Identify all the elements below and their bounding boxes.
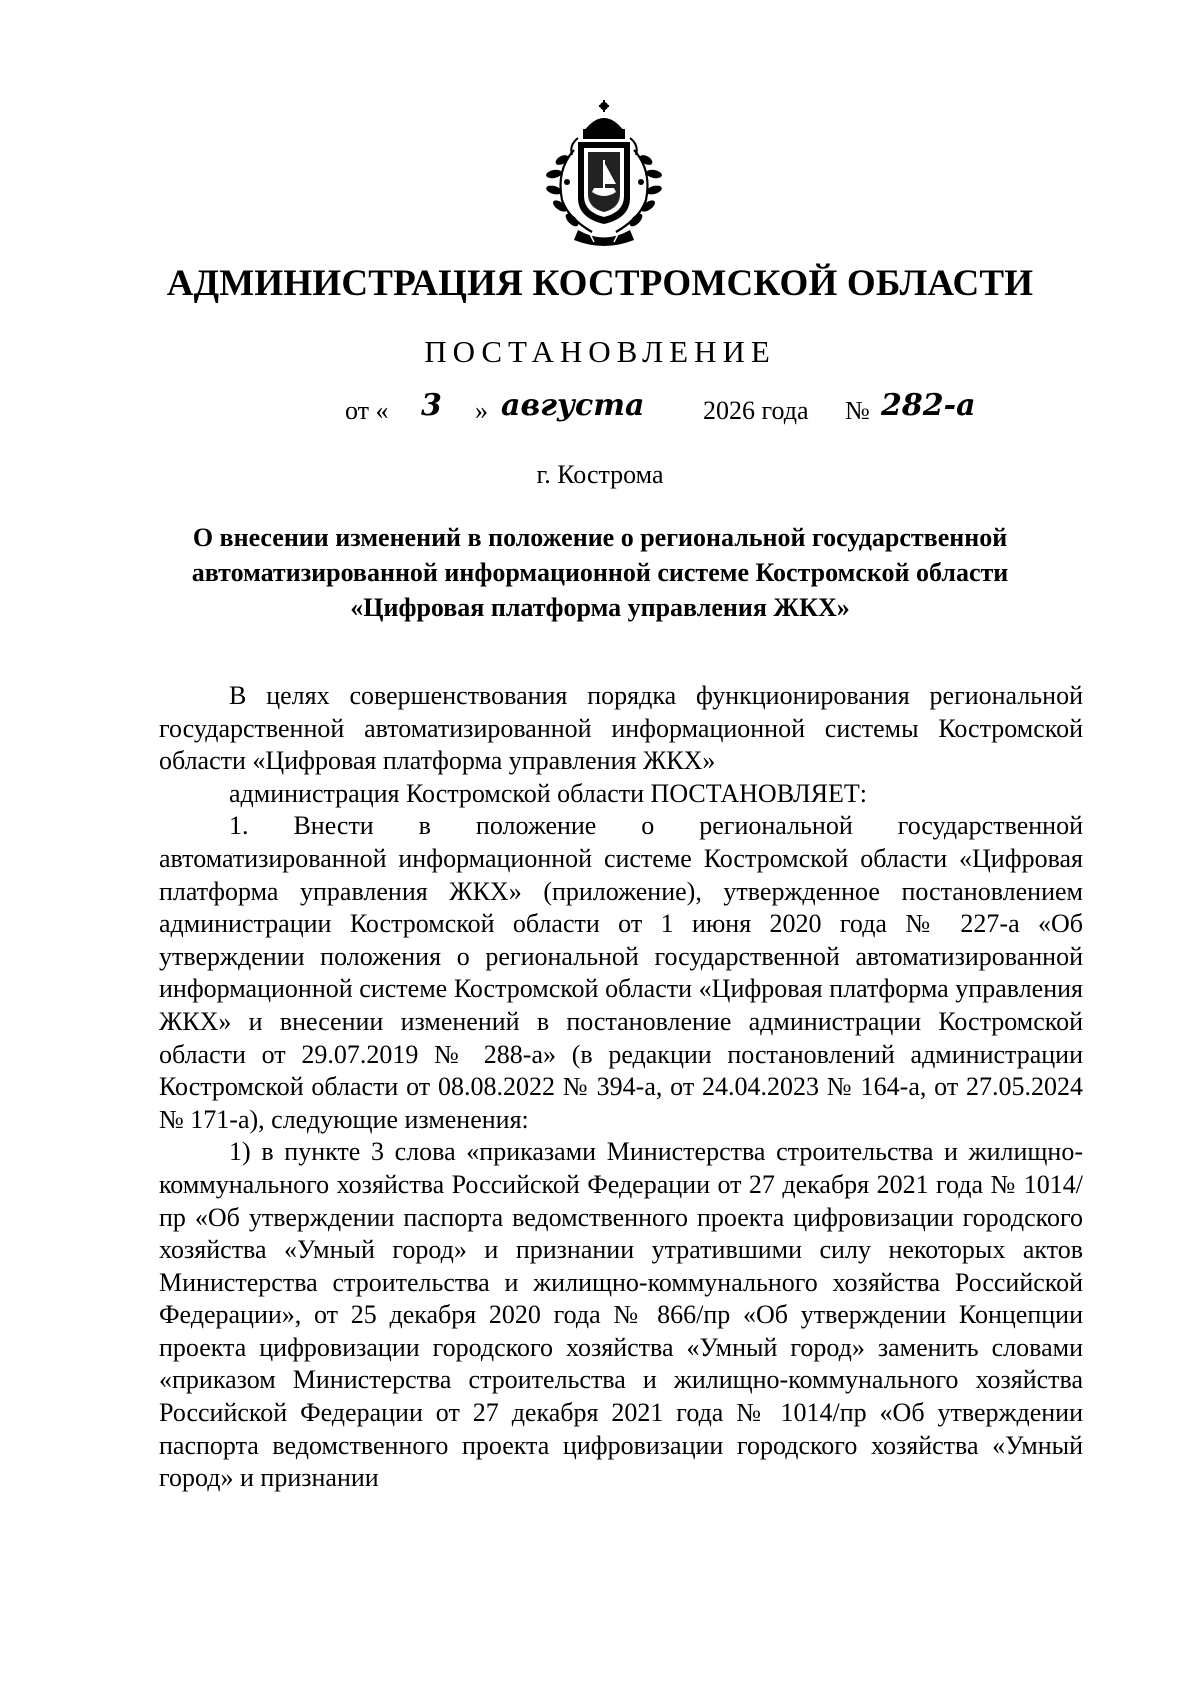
document-type: ПОСТАНОВЛЕНИЕ	[424, 334, 776, 369]
date-prefix: от «	[345, 396, 389, 425]
coat-of-arms-icon	[534, 100, 674, 250]
document-body	[159, 680, 1083, 1495]
number-label: №	[845, 396, 870, 425]
paragraph-preamble: В целях совершенствования порядка функционирования региональной государственной автоматизированной информационной системы Костромской области «Цифровая платформа управления ЖКХ»	[159, 681, 1083, 776]
city: г. Кострома	[536, 460, 664, 489]
paragraph-decree: администрация Костромской области ПОСТАНОВЛЯЕТ:	[229, 778, 868, 808]
organization-title: АДМИНИСТРАЦИЯ КОСТРОМСКОЙ ОБЛАСТИ	[166, 263, 1034, 304]
date-quote-close: »	[475, 396, 488, 425]
paragraph-subitem-1: 1) в пункте 3 слова «приказами Министерства строительства и жилищно-коммунального хозяйства Российской Федерации от 27 декабря 2021 года № 1014/пр «Об утверждении паспорта ведомственного проекта цифровизации городского хозяйства «Умный город» и признании утратившими силу некоторых актов Министерства строительства и жилищно-коммунального хозяйства Российской Федерации», от 25 декабря 2020 года № 866/пр «Об утверждении Концепции проекта цифровизации городского хозяйства «Умный город» заменить словами «приказом Министерства строительства и жилищно-коммунального хозяйства Российской Федерации от 27 декабря 2021 года № 1014/пр «Об утверждении паспорта ведомственного проекта цифровизации городского хозяйства «Умный город» и признании	[159, 1137, 1083, 1493]
subject-line: «Цифровая платформа управления ЖКХ»	[350, 593, 850, 622]
date-day: 3	[421, 388, 442, 423]
document-number: 282-а	[881, 388, 976, 423]
date-number-line	[345, 388, 1045, 438]
date-year: 2026 года	[703, 396, 809, 425]
paragraph-item-1: 1. Внести в положение о региональной государственной автоматизированной информационной системе Костромской области «Цифровая платформа управления ЖКХ» (приложение), утвержденное постановлением администрации Костромской области от 1 июня 2020 года № 227-а «Об утверждении положения о региональной государственной автоматизированной информационной системе Костромской области «Цифровая платформа управления ЖКХ» и внесении изменений в постановление администрации Костромской области от 29.07.2019 № 288-а» (в редакции постановлений администрации Костромской области от 08.08.2022 № 394-а, от 24.04.2023 № 164-а, от 27.05.2024 № 171-а), следующие изменения:	[159, 811, 1083, 1134]
document-subject	[160, 520, 1040, 625]
date-month: августа	[501, 388, 645, 423]
subject-line: О внесении изменений в положение о региональной государственной	[192, 523, 1008, 552]
subject-line: автоматизированной информационной системе Костромской области	[191, 558, 1009, 587]
